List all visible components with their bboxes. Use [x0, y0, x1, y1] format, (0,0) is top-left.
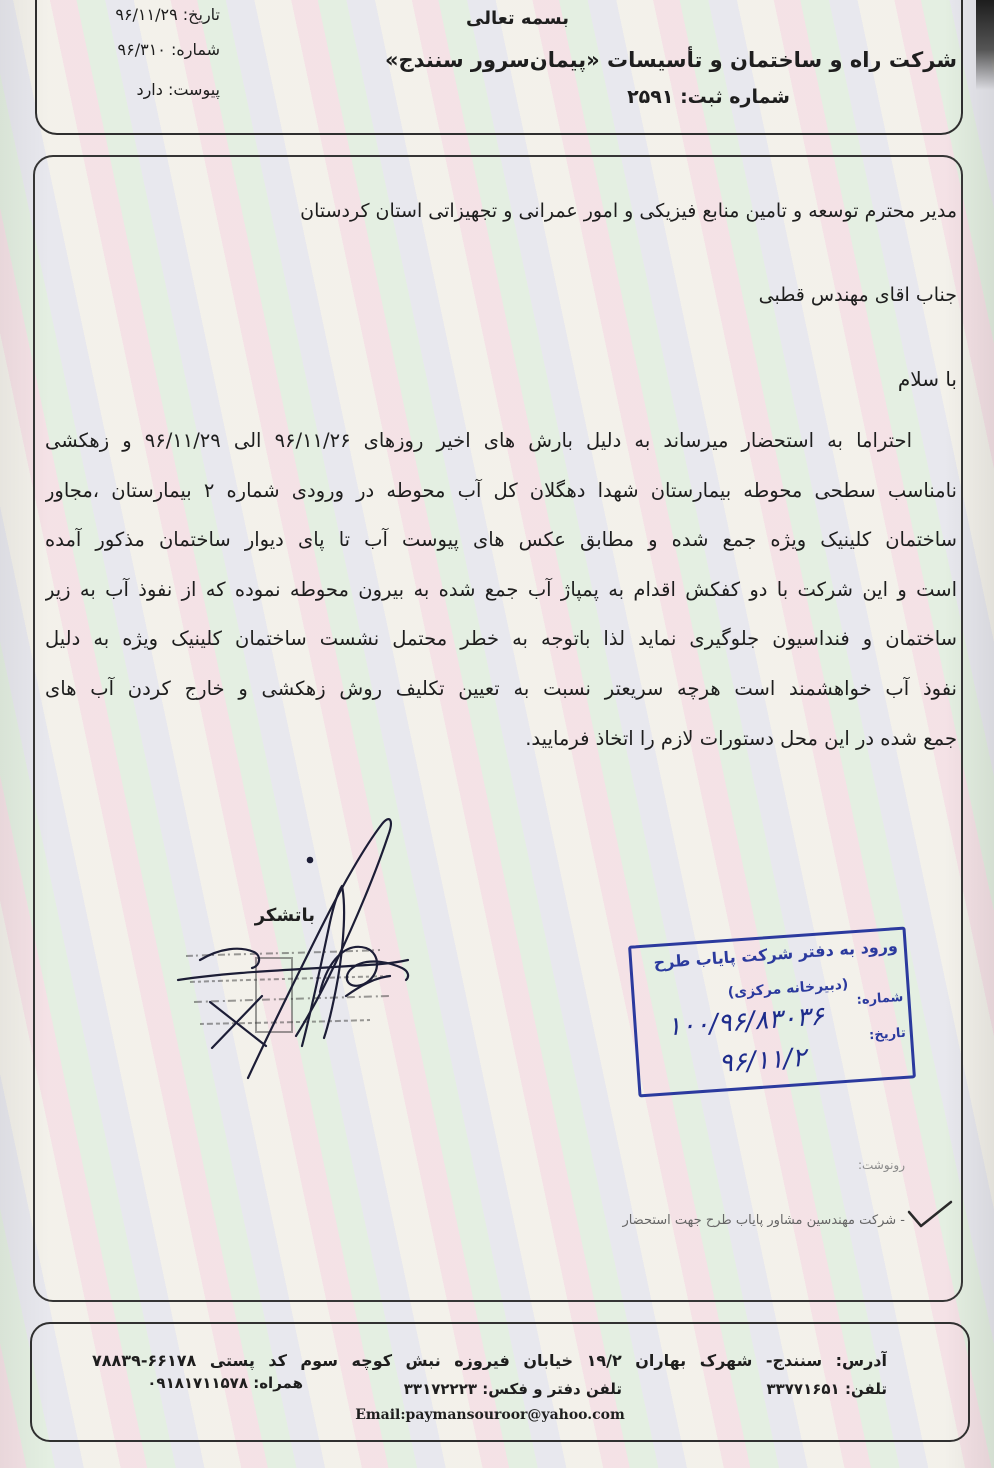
- received-stamp: [628, 926, 916, 1097]
- body-line: ساختمان و فنداسیون جلوگیری نماید لذا باتوجه به خطر محتمل نشست ساختمان کلینیک ویژه به دلیل: [45, 627, 957, 651]
- stamp-number-label: شماره:: [856, 989, 904, 1009]
- attention-line: جناب اقای مهندس قطبی: [758, 284, 957, 306]
- registration-number: شماره ثبت: ۲۵۹۱: [627, 86, 790, 108]
- addressee: مدیر محترم توسعه و تامین منابع فیزیکی و امور عمرانی و تجهیزاتی استان کردستان: [300, 200, 957, 222]
- stamp-subtitle: (دبیرخانه مرکزی): [727, 976, 849, 1002]
- footer-office-fax: تلفن دفتر و فکس: ۳۳۱۷۲۲۲۳: [403, 1380, 622, 1398]
- letter-paragraph: [45, 424, 957, 771]
- copy-recipient: - شرکت مهندسین مشاور پایاب طرح جهت استحضار: [622, 1213, 905, 1228]
- scan-edge-shadow: [976, 0, 994, 90]
- footer-email: Email:paymansouroor@yahoo.com: [355, 1407, 625, 1423]
- footer-mobile: همراه: ۰۹۱۸۱۷۱۱۵۷۸: [147, 1374, 303, 1392]
- signature: [170, 810, 420, 1090]
- body-line: است و این شرکت با دو کفکش اقدام به پمپاژ آب جمع شده به بیرون محوطه نموده که از نفوذ آب به زیر: [45, 577, 957, 601]
- body-line: احتراما به استحضار میرساند به دلیل بارش های اخیر روزهای ۹۶/۱۱/۲۶ الی ۹۶/۱۱/۲۹ و زهکشی: [45, 429, 913, 452]
- footer-address: آدرس: سنندج- شهرک بهاران ۱۹/۲ خیابان فیروزه نبش کوچه سوم کد پستی ۶۶۱۷۸-۷۸۸۳۹: [92, 1351, 887, 1370]
- closing-thanks: باتشکر: [254, 905, 315, 926]
- copy-label: رونوشت:: [857, 1158, 905, 1172]
- body-line: جمع شده در این محل دستورات لازم را اتخاذ فرمایید.: [525, 726, 957, 750]
- letter-number: شماره: ۹۶/۳۱۰: [117, 40, 220, 59]
- body-line: نامناسب سطحی محوطه بیمارستان شهدا دهگلان کل آب محوطه در ورودی شماره ۲ بیمارستان ،مجاور: [45, 478, 957, 502]
- attachment-status: پیوست: دارد: [136, 80, 220, 99]
- stamp-number-value: ۱۰۰/۹۶/۸۳۰۳۶: [666, 1001, 826, 1043]
- greeting: با سلام: [897, 367, 957, 391]
- letter-date: تاریخ: ۹۶/۱۱/۲۹: [115, 5, 220, 24]
- stamp-date-label: تاریخ:: [868, 1025, 907, 1044]
- body-line: ساختمان کلینیک ویژه جمع شده و مطابق عکس های پیوست آب تا پای دیوار ساختمان مذکور آمده: [45, 528, 957, 552]
- body-line: نفوذ آب خواهشمند است هرچه سریعتر نسبت به تعیین تکلیف روش زهکشی و خارج کردن آب های: [45, 676, 957, 700]
- stamp-date-value: ۹۶/۱۱/۲: [717, 1042, 807, 1079]
- stamp-title: ورود به دفتر شرکت پایاب طرح: [652, 936, 899, 973]
- check-mark-icon: [905, 1198, 955, 1230]
- bismillah-heading: بسمه تعالی: [466, 8, 569, 29]
- company-name: شرکت راه و ساختمان و تأسیسات «پیمان‌سرور سنندج»: [384, 48, 957, 72]
- footer-phone: تلفن: ۳۳۷۷۱۶۵۱: [766, 1380, 887, 1398]
